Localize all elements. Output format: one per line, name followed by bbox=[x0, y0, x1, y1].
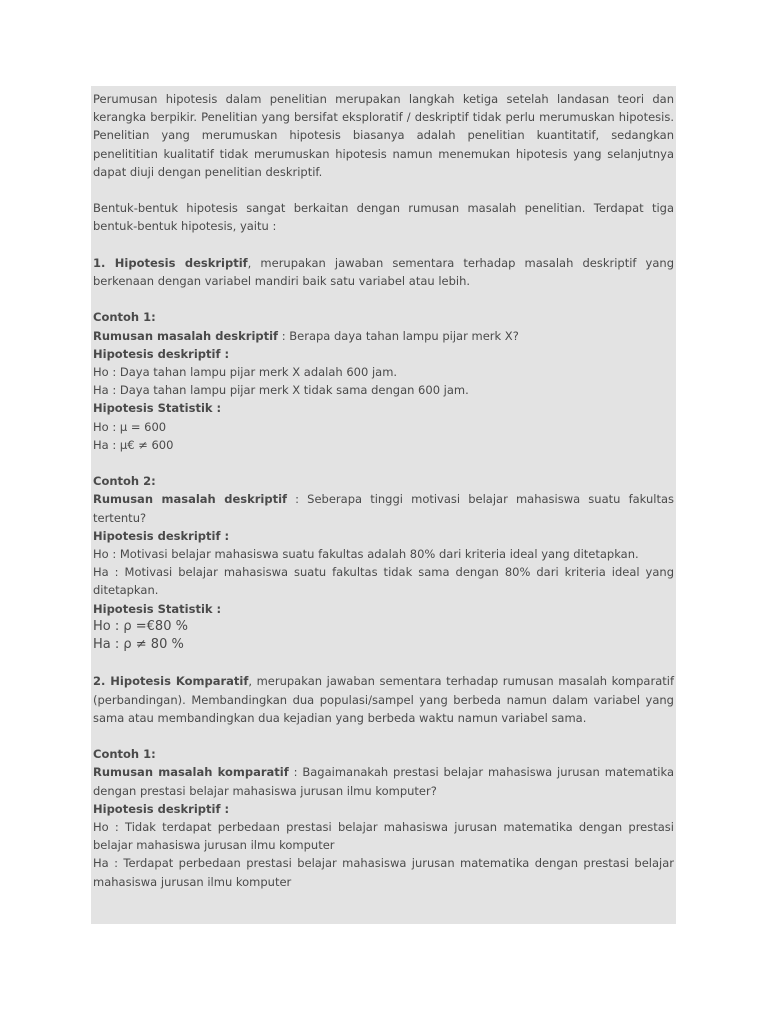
ho-line: Ho : Motivasi belajar mahasiswa suatu fakultas adalah 80% dari kriteria ideal yang ditetapkan. bbox=[93, 547, 639, 562]
rumusan-text: : Seberapa tinggi motivasi belajar mahasiswa suatu fakultas tertentu? bbox=[93, 492, 675, 525]
section1-text: , merupakan jawaban sementara terhadap masalah deskriptif yang berkenaan dengan variabel mandiri baik satu variabel atau lebih. bbox=[93, 255, 674, 288]
intro-paragraph: Perumusan hipotesis dalam penelitian merupakan langkah ketiga setelah landasan teori dan kerangka berpikir. Penelitian yang bersifat eksploratif / deskriptif tidak perlu merumuskan hipotesis. Penelitian yang merumuskan hipotesis biasanya adalah penelitian kuantitatif, sedangkan penelititian kualitatif tidak merumuskan hipotesis namun menemukan hipotesis yang selanjutnya dapat diuji dengan penelitian deskriptif. bbox=[93, 92, 674, 179]
stat-ha-line: Ha : ρ ≠ 80 % bbox=[93, 637, 184, 653]
section1-contoh1 bbox=[93, 308, 674, 454]
rumusan-text: : Berapa daya tahan lampu pijar merk X? bbox=[278, 328, 519, 343]
contoh-title: Contoh 1: bbox=[93, 747, 156, 762]
contoh-title: Contoh 1: bbox=[93, 310, 156, 325]
section2-contoh1 bbox=[93, 745, 674, 891]
ha-line: Ha : Motivasi belajar mahasiswa suatu fakultas tidak sama dengan 80% dari kriteria ideal yang ditetapkan. bbox=[93, 565, 674, 598]
hipotesis-label: Hipotesis deskriptif : bbox=[93, 801, 230, 816]
ho-line: Ho : Daya tahan lampu pijar merk X adalah 600 jam. bbox=[93, 365, 398, 379]
section1-paragraph bbox=[93, 254, 674, 290]
section1-contoh2 bbox=[93, 472, 674, 654]
section2-heading: 2. Hipotesis Komparatif bbox=[93, 674, 249, 689]
hipotesis-label: Hipotesis deskriptif : bbox=[93, 528, 230, 543]
bentuk-paragraph: Bentuk-bentuk hipotesis sangat berkaitan dengan rumusan masalah penelitian. Terdapat tiga bentuk-bentuk hipotesis, yaitu : bbox=[93, 201, 674, 234]
ha-line: Ha : Terdapat perbedaan prestasi belajar mahasiswa jurusan matematika dengan prestasi belajar mahasiswa jurusan ilmu komputer bbox=[93, 856, 674, 889]
document-page bbox=[91, 86, 676, 924]
section1-heading: 1. Hipotesis deskriptif bbox=[93, 255, 248, 270]
statistik-label: Hipotesis Statistik : bbox=[93, 401, 222, 416]
statistik-label: Hipotesis Statistik : bbox=[93, 601, 222, 616]
section2-text: , merupakan jawaban sementara terhadap rumusan masalah komparatif (perbandingan). Membandingkan dua populasi/sampel yang berbeda namun dalam variabel yang sama atau membandingkan dua kejadian yang berbeda waktu namun variabel sama. bbox=[93, 674, 674, 725]
contoh-title: Contoh 2: bbox=[93, 474, 156, 489]
rumusan-text: : Bagaimanakah prestasi belajar mahasiswa jurusan matematika dengan prestasi belajar mahasiswa jurusan ilmu komputer? bbox=[93, 765, 674, 798]
stat-ho-line: Ho : ρ =€80 % bbox=[93, 618, 188, 634]
stat-ho-line: Ho : μ = 600 bbox=[93, 419, 167, 434]
section2-paragraph bbox=[93, 672, 674, 727]
hipotesis-label: Hipotesis deskriptif : bbox=[93, 346, 230, 361]
rumusan-label: Rumusan masalah komparatif bbox=[93, 765, 289, 780]
rumusan-label: Rumusan masalah deskriptif bbox=[93, 328, 279, 343]
ho-line: Ho : Tidak terdapat perbedaan prestasi belajar mahasiswa jurusan matematika dengan prestasi belajar mahasiswa jurusan ilmu komputer bbox=[93, 820, 674, 853]
ha-line: Ha : Daya tahan lampu pijar merk X tidak sama dengan 600 jam. bbox=[93, 383, 469, 398]
stat-ha-line: Ha : μ€ ≠ 600 bbox=[93, 437, 174, 452]
rumusan-label: Rumusan masalah deskriptif bbox=[93, 492, 288, 507]
